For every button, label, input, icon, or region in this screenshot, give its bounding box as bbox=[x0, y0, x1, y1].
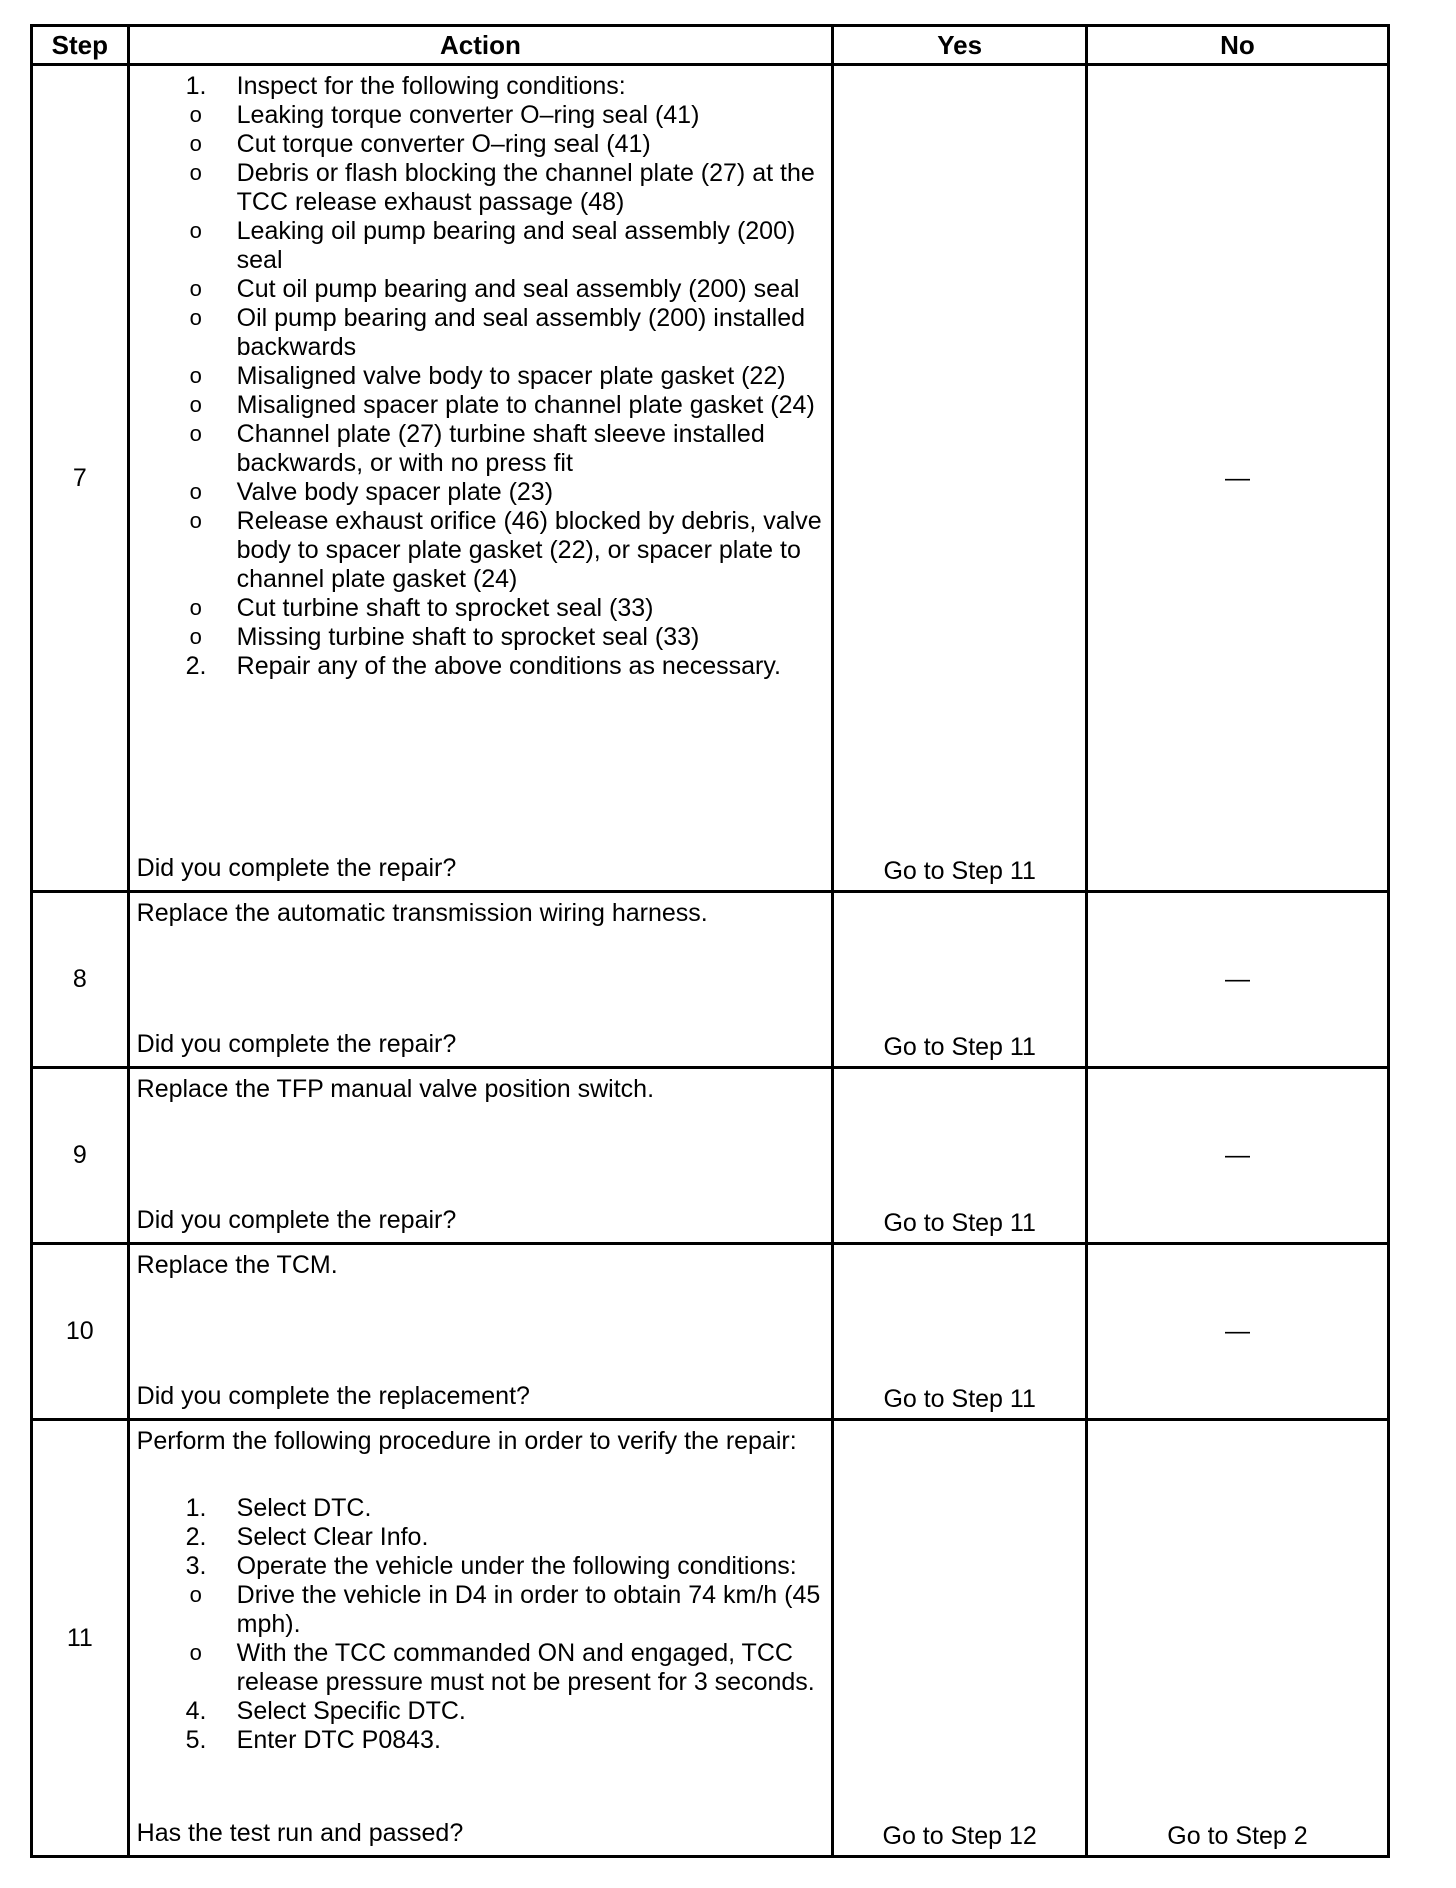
yes-cell: Go to Step 11 bbox=[833, 1068, 1087, 1244]
question-text: Did you complete the repair? bbox=[136, 1030, 457, 1058]
table-row bbox=[32, 1420, 1389, 1857]
table-row bbox=[32, 65, 1389, 892]
no-cell: — bbox=[1086, 65, 1388, 892]
bullet-icon: o bbox=[189, 624, 202, 649]
list-item: 1. Inspect for the following conditions: o Leaking torque converter O–ring seal (41) o Cut torque converter O–ring seal (41) o Debris or flash blocking the channel plate (27) at the TCC release exhaust passage (48) o Leaking oil pump bearing and seal assembly (200) seal o Cut oil pump bearing and seal assembly (200) seal o Oil pump bearing and seal assembly (200) installed backwards o Misaligned valve body to spacer plate gasket (22) o Misaligned spacer plate to channel plate gasket (24) o Channel plate (27) turbine shaft sleeve installed backwards, or with no press fit o Valve body spacer plate (23) o Release exhaust orifice (46) blocked by debris, valve body to spacer plate gasket (22), or spacer plate to channel plate gasket (24) o Cut turbine shaft to sprocket seal (33) o Missing turbine shaft to sprocket seal (33) bbox=[137, 72, 824, 652]
bullet-icon: o bbox=[189, 1582, 202, 1607]
bullet-icon: o bbox=[189, 595, 202, 620]
bullet-icon: o bbox=[189, 218, 202, 243]
step-number: 7 bbox=[32, 65, 129, 892]
sub-item: o Misaligned valve body to spacer plate gasket (22) bbox=[189, 362, 786, 390]
no-cell: Go to Step 2 bbox=[1086, 1420, 1388, 1857]
sub-item: o Leaking oil pump bearing and seal assembly (200) seal bbox=[189, 217, 796, 274]
bullet-icon: o bbox=[189, 508, 202, 533]
sub-item: o With the TCC commanded ON and engaged, TCC release pressure must not be present for 3 seconds. bbox=[189, 1639, 815, 1696]
header-yes: Yes bbox=[833, 26, 1087, 65]
sub-item: o Oil pump bearing and seal assembly (200) installed backwards bbox=[189, 304, 805, 361]
action-cell bbox=[128, 65, 833, 892]
table-row bbox=[32, 1068, 1389, 1244]
bullet-icon: o bbox=[189, 160, 202, 185]
action-text: Replace the automatic transmission wiring harness. bbox=[136, 899, 708, 927]
bullet-icon: o bbox=[189, 305, 202, 330]
action-text: Perform the following procedure in order to verify the repair: bbox=[136, 1427, 797, 1455]
bullet-icon: o bbox=[189, 479, 202, 504]
action-cell bbox=[128, 1420, 833, 1857]
list-item: 2. Select Clear Info. bbox=[185, 1523, 429, 1551]
list-item: 3. Operate the vehicle under the following conditions: o Drive the vehicle in D4 in order to obtain 74 km/h (45 mph). o With the TCC commanded ON and engaged, TCC release pressure must not be present for 3 seconds. bbox=[137, 1552, 824, 1697]
sub-item: o Cut turbine shaft to sprocket seal (33) bbox=[189, 594, 654, 622]
list-item: 1. Select DTC. bbox=[185, 1494, 372, 1522]
sub-list bbox=[137, 101, 824, 652]
sub-item: o Cut torque converter O–ring seal (41) bbox=[189, 130, 651, 158]
sub-item: o Cut oil pump bearing and seal assembly (200) seal bbox=[189, 275, 800, 303]
bullet-icon: o bbox=[189, 131, 202, 156]
sub-item: o Missing turbine shaft to sprocket seal (33) bbox=[189, 623, 700, 651]
header-no: No bbox=[1086, 26, 1388, 65]
step-number: 8 bbox=[32, 892, 129, 1068]
action-text: Replace the TFP manual valve position switch. bbox=[136, 1075, 655, 1103]
header-action: Action bbox=[128, 26, 833, 65]
no-cell: — bbox=[1086, 1068, 1388, 1244]
yes-cell: Go to Step 11 bbox=[833, 1244, 1087, 1420]
yes-cell: Go to Step 11 bbox=[833, 892, 1087, 1068]
bullet-icon: o bbox=[189, 392, 202, 417]
action-cell bbox=[128, 1068, 833, 1244]
sub-item: o Drive the vehicle in D4 in order to obtain 74 km/h (45 mph). bbox=[189, 1581, 821, 1638]
step-number: 10 bbox=[32, 1244, 129, 1420]
sub-list bbox=[137, 1581, 824, 1697]
question-text: Has the test run and passed? bbox=[136, 1819, 464, 1847]
sub-item: o Release exhaust orifice (46) blocked by debris, valve body to spacer plate gasket (22), or spacer plate to channel plate gasket (24) bbox=[189, 507, 822, 593]
sub-item: o Debris or flash blocking the channel plate (27) at the TCC release exhaust passage (48) bbox=[189, 159, 815, 216]
question-text: Did you complete the repair? bbox=[136, 854, 457, 882]
table-row bbox=[32, 892, 1389, 1068]
action-text: Replace the TCM. bbox=[136, 1251, 338, 1279]
sub-item: o Channel plate (27) turbine shaft sleeve installed backwards, or with no press fit bbox=[189, 420, 765, 477]
table-row bbox=[32, 1244, 1389, 1420]
question-text: Did you complete the replacement? bbox=[136, 1382, 530, 1410]
header-step: Step bbox=[32, 26, 129, 65]
list-item: 4. Select Specific DTC. bbox=[185, 1697, 466, 1725]
sub-item: o Misaligned spacer plate to channel plate gasket (24) bbox=[189, 391, 815, 419]
bullet-icon: o bbox=[189, 1640, 202, 1665]
yes-cell: Go to Step 11 bbox=[833, 65, 1087, 892]
list-item: 2. Repair any of the above conditions as necessary. bbox=[185, 652, 781, 680]
no-cell: — bbox=[1086, 892, 1388, 1068]
action-steps bbox=[137, 1494, 824, 1755]
yes-cell: Go to Step 12 bbox=[833, 1420, 1087, 1857]
step-number: 11 bbox=[32, 1420, 129, 1857]
no-cell: — bbox=[1086, 1244, 1388, 1420]
action-steps bbox=[137, 72, 824, 681]
bullet-icon: o bbox=[189, 276, 202, 301]
bullet-icon: o bbox=[189, 102, 202, 127]
step-number: 9 bbox=[32, 1068, 129, 1244]
action-cell bbox=[128, 892, 833, 1068]
question-text: Did you complete the repair? bbox=[136, 1206, 457, 1234]
sub-item: o Valve body spacer plate (23) bbox=[189, 478, 554, 506]
list-item: 5. Enter DTC P0843. bbox=[185, 1726, 441, 1754]
bullet-icon: o bbox=[189, 363, 202, 388]
action-cell bbox=[128, 1244, 833, 1420]
sub-item: o Leaking torque converter O–ring seal (41) bbox=[189, 101, 700, 129]
diagnostic-table bbox=[30, 24, 1390, 1858]
header-row bbox=[32, 26, 1389, 65]
bullet-icon: o bbox=[189, 421, 202, 446]
